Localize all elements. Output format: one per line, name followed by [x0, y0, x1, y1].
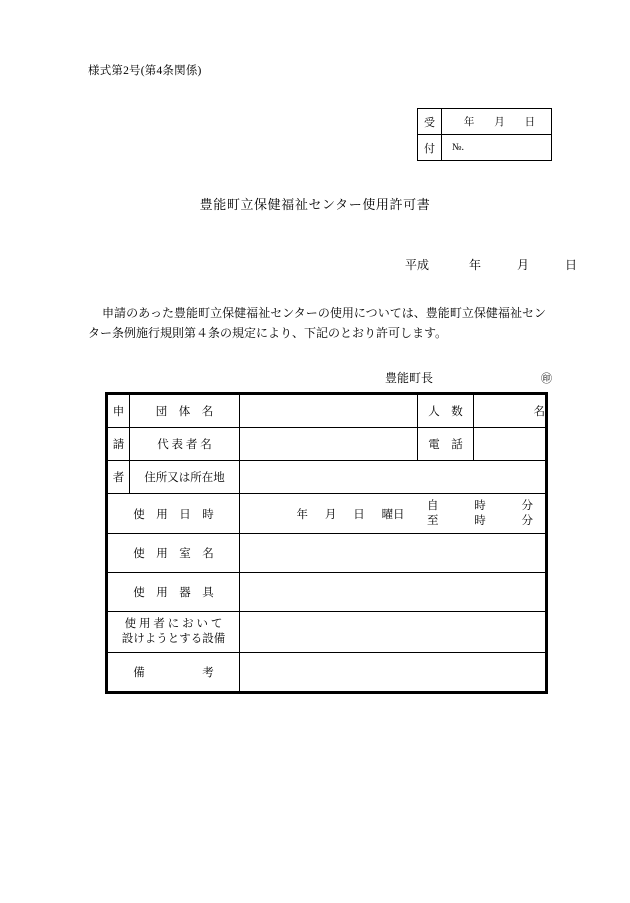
group-name-label: 団 体 名: [130, 395, 240, 428]
usage-weekday: 曜日: [381, 508, 405, 521]
receipt-month: 月: [494, 117, 505, 128]
table-row: [108, 612, 546, 653]
receipt-year: 年: [463, 117, 475, 128]
receipt-label-top: 受: [418, 109, 442, 134]
receipt-date-row: [418, 109, 551, 135]
usage-datetime-value[interactable]: [240, 494, 546, 534]
usage-to-minute: 分: [521, 514, 533, 527]
mayor-title: 豊能町長: [385, 371, 434, 385]
receipt-label-bottom: 付: [418, 135, 442, 160]
usage-room-value[interactable]: [240, 534, 546, 573]
issue-date-era: 平成: [405, 258, 430, 272]
usage-from-label: 自: [427, 499, 439, 512]
usage-datetime-label: 使 用 日 時: [108, 494, 240, 534]
body-paragraph: [88, 303, 546, 343]
usage-equipment-value[interactable]: [240, 573, 546, 612]
people-count-value[interactable]: 名: [474, 395, 546, 428]
usage-room-label: 使 用 室 名: [108, 534, 240, 573]
address-value[interactable]: [240, 461, 546, 494]
user-facility-value[interactable]: [240, 612, 546, 653]
user-facility-label-line2: 設けようとする設備: [121, 633, 226, 645]
mayor-signature-line: [385, 369, 552, 386]
telephone-label: 電 話: [418, 428, 474, 461]
table-row: [108, 395, 546, 428]
usage-equipment-label: 使 用 器 具: [108, 573, 240, 612]
body-paragraph-text: 申請のあった豊能町立保健福祉センターの使用については、豊能町立保健福祉センター条例施行規則第４条の規定により、下記のとおり許可します。: [88, 306, 546, 340]
page-title: 豊能町立保健福祉センター使用許可書: [199, 197, 431, 212]
issue-date-day: 日: [565, 258, 578, 272]
seal-icon: ㊞: [541, 373, 553, 385]
receipt-box: [417, 108, 552, 161]
applicant-vertical-2: 請: [108, 428, 130, 461]
table-row: [108, 494, 546, 534]
telephone-value[interactable]: [474, 428, 546, 461]
issue-date-line: [405, 256, 577, 273]
people-count-label: 人 数: [418, 395, 474, 428]
user-facility-label: [108, 612, 240, 653]
issue-date-year: 年: [469, 258, 482, 272]
receipt-no-label: №.: [452, 142, 465, 153]
remarks-label: 備 考: [108, 653, 240, 692]
table-row: [108, 461, 546, 494]
representative-value[interactable]: [240, 428, 418, 461]
table-row: [108, 573, 546, 612]
receipt-no-row: [418, 135, 551, 160]
applicant-vertical-1: 申: [108, 395, 130, 428]
table-row: [108, 428, 546, 461]
usage-from-minute: 分: [521, 499, 533, 512]
usage-month: 月: [324, 508, 337, 521]
address-label: 住所又は所在地: [130, 461, 240, 494]
applicant-vertical-3: 者: [108, 461, 130, 494]
table-row: [108, 534, 546, 573]
usage-from-hour: 時: [474, 499, 486, 512]
usage-year: 年: [296, 508, 308, 521]
representative-label: 代 表 者 名: [130, 428, 240, 461]
permit-table: [105, 392, 548, 694]
form-number: 様式第2号(第4条関係): [88, 65, 202, 77]
receipt-date-cell[interactable]: [442, 109, 551, 134]
remarks-value[interactable]: [240, 653, 546, 692]
table-row: [108, 653, 546, 692]
usage-to-label: 至: [427, 514, 439, 527]
user-facility-label-line1: 使 用 者 に お い て: [124, 618, 223, 630]
usage-day: 日: [353, 508, 365, 521]
group-name-value[interactable]: [240, 395, 418, 428]
issue-date-month: 月: [517, 258, 530, 272]
usage-to-hour: 時: [474, 514, 486, 527]
receipt-day: 日: [524, 117, 536, 128]
receipt-no-cell[interactable]: [442, 135, 551, 160]
